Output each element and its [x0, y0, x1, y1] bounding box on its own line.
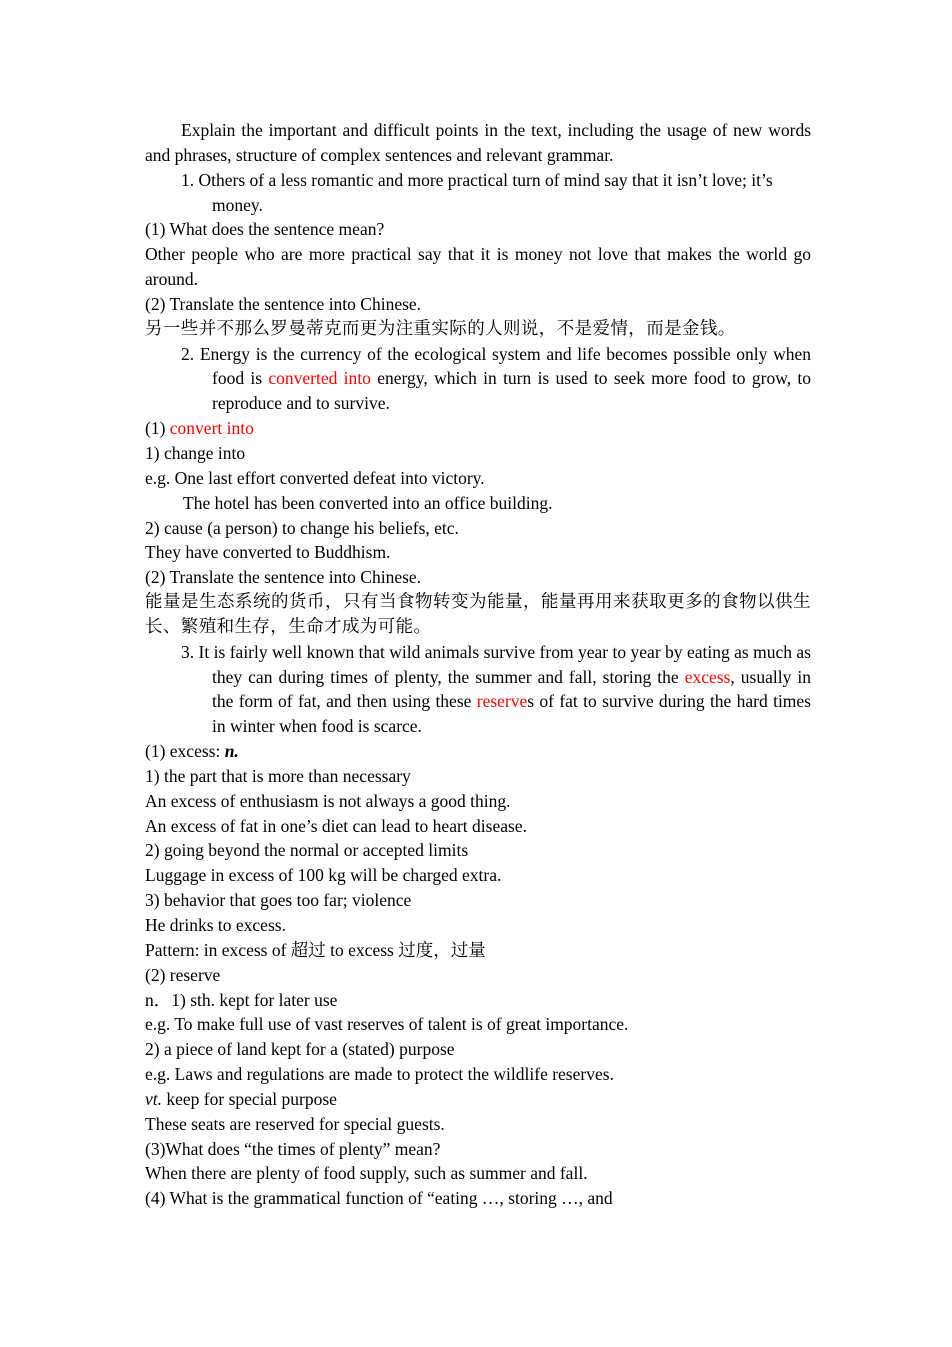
s3-verb-definition — [145, 1087, 811, 1112]
sentence-2 — [145, 342, 811, 417]
sentence-3-highlight-excess: excess — [684, 666, 731, 687]
s3-heading-1-text: (1) excess: — [145, 741, 225, 762]
s3-noun-definition-2: 2) a piece of land kept for a (stated) purpose — [145, 1039, 455, 1060]
s2-answer-2-chinese: 能量是生态系统的货币，只有当食物转变为能量，能量再用来获取更多的食物以供生长、繁殖和生存，生命才成为可能。 — [145, 592, 811, 637]
s3-verb-pos: vt. — [145, 1088, 163, 1109]
s2-heading-1-number: (1) — [145, 418, 170, 439]
s3-definition-1: 1) the part that is more than necessary — [145, 765, 411, 786]
s1-answer-2-chinese: 另一些并不那么罗曼蒂克而更为注重实际的人则说，不是爱情，而是金钱。 — [145, 318, 736, 339]
sentence-3-part-c: s of fat to survive during the hard times in winter when food is scarce. — [212, 691, 811, 737]
document-body — [145, 118, 811, 1211]
s3-definition-2: 2) going beyond the normal or accepted limits — [145, 840, 469, 861]
s1-question-2: (2) Translate the sentence into Chinese. — [145, 293, 422, 314]
sentence-1: 1. Others of a less romantic and more practical turn of mind say that it isn’t love; it’s money. — [181, 169, 773, 215]
sentence-2-part-a: 2. Energy is the currency of the ecological system and life becomes possible only when food is — [181, 343, 811, 389]
s3-example-7: These seats are reserved for special guests. — [145, 1113, 445, 1134]
s2-definition-1: 1) change into — [145, 442, 246, 463]
s1-question-1: (1) What does the sentence mean? — [145, 219, 385, 240]
s3-question-4: (4) What is the grammatical function of “eating …, storing …, and — [145, 1188, 613, 1209]
sentence-3 — [145, 640, 811, 739]
s3-heading-1 — [145, 739, 811, 764]
s3-heading-1-pos: n. — [224, 741, 239, 762]
s2-example-1: e.g. One last effort converted defeat into victory. — [145, 467, 485, 488]
s3-example-4: He drinks to excess. — [145, 915, 286, 935]
s3-pattern: Pattern: in excess of 超过 to excess 过度，过量 — [145, 939, 486, 960]
sentence-2-highlight: converted into — [268, 368, 371, 389]
s3-example-3: Luggage in excess of 100 kg will be charged extra. — [145, 865, 502, 886]
s3-question-3: (3)What does “the times of plenty” mean? — [145, 1138, 441, 1159]
s1-answer-1: Other people who are more practical say that it is money not love that makes the world go around. — [145, 244, 811, 290]
s3-example-2: An excess of fat in one’s diet can lead to heart disease. — [145, 815, 527, 836]
s3-example-1: An excess of enthusiasm is not always a good thing. — [145, 790, 511, 811]
s2-heading-1 — [145, 416, 811, 441]
s3-definition-3: 3) behavior that goes too far; violence — [145, 890, 412, 911]
sentence-3-highlight-reserve: reserve — [476, 691, 528, 712]
s3-heading-2: (2) reserve — [145, 964, 221, 985]
sentence-3-part-b: , usually in the form of fat, and then using these — [212, 666, 811, 712]
sentence-3-part-a: 3. It is fairly well known that wild animals survive from year to year by eating as much as they can during times of plenty, the summer and fall, storing the — [181, 641, 811, 687]
s2-definition-2: 2) cause (a person) to change his beliefs, etc. — [145, 517, 459, 538]
s3-verb-definition-text: keep for special purpose — [162, 1088, 337, 1109]
s3-noun-definition-1: n．1) sth. kept for later use — [145, 989, 338, 1010]
s3-example-5: e.g. To make full use of vast reserves of talent is of great importance. — [145, 1014, 629, 1035]
s2-heading-1-word: convert into — [169, 418, 254, 439]
s2-question-2: (2) Translate the sentence into Chinese. — [145, 567, 422, 588]
s2-example-2: The hotel has been converted into an office building. — [183, 492, 553, 513]
s2-example-3: They have converted to Buddhism. — [145, 542, 391, 563]
sentence-2-part-b: energy, which in turn is used to seek more food to grow, to reproduce and to survive. — [212, 368, 811, 414]
intro-paragraph: Explain the important and difficult points in the text, including the usage of new words and phrases, structure of complex sentences and relevant grammar. — [145, 120, 811, 165]
s3-example-6: e.g. Laws and regulations are made to protect the wildlife reserves. — [145, 1064, 614, 1085]
s3-answer-3: When there are plenty of food supply, such as summer and fall. — [145, 1163, 588, 1184]
